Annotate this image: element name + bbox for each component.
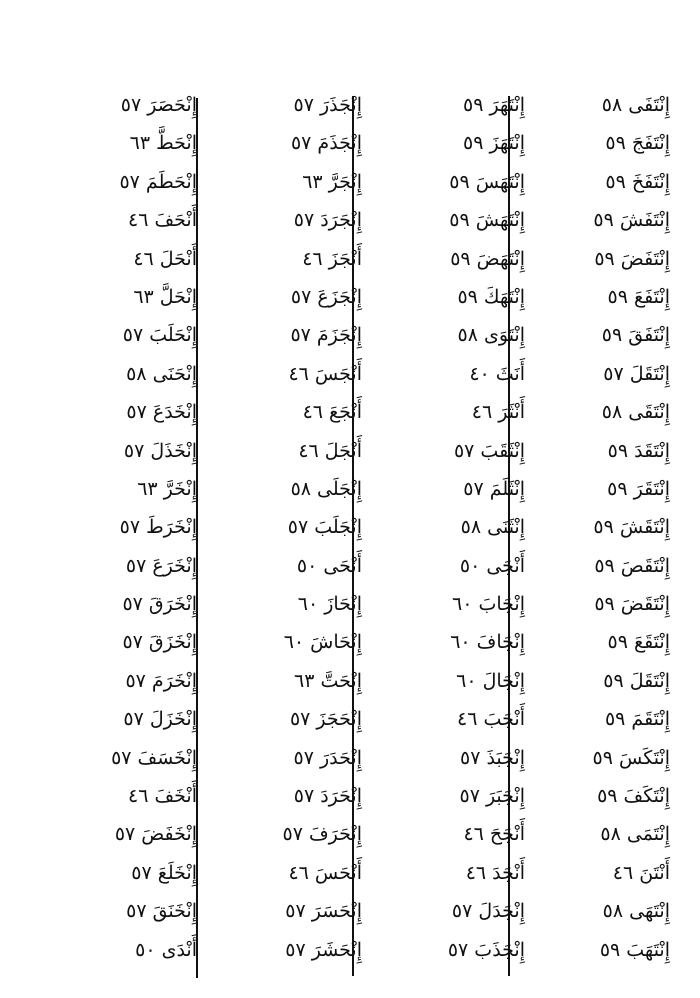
index-entry: إِنْتَهَضَ ٥٩: [450, 247, 525, 270]
index-entry: إِنْحَنَى ٥٨: [126, 362, 197, 385]
index-entry: أَنْجَلَ ٤٦: [298, 439, 362, 462]
index-entry: إِنْخَرَطَ ٥٧: [119, 516, 197, 539]
index-entry: إِنْتَفَخَ ٥٩: [605, 170, 670, 193]
index-entry: إِنْتَفَشَ ٥٩: [593, 209, 670, 232]
index-entry: إِنْجَزَمَ ٥٧: [290, 324, 362, 347]
index-entry: إِنْتَقَعَ ٥٩: [607, 631, 670, 654]
index-entry: إِنْحَدَرَ ٥٧: [293, 746, 362, 769]
index-entry: إِنْخَدَعَ ٥٧: [126, 401, 197, 424]
index-entry: إِنْجَلَى ٥٨: [290, 477, 362, 500]
index-entry: إِنْجَالَ ٦٠: [456, 669, 525, 692]
index-entry: إِنْتَقَضَ ٥٩: [594, 593, 670, 616]
index-column-3: [222, 86, 362, 969]
index-entry: إِنْخَلَعَ ٥٧: [131, 861, 197, 884]
index-entry: إِنْتَهَبَ ٥٩: [599, 938, 670, 961]
index-entry: إِنْحَلَبَ ٥٧: [122, 324, 197, 347]
index-entry: إِنْجَذَبَ ٥٧: [447, 938, 525, 961]
index-entry: إِنْتَقَلَ ٥٧: [603, 362, 670, 385]
index-entry: إِنْتَكَفَ ٥٩: [597, 785, 670, 808]
index-entry: إِنْتَقَمَ ٥٩: [604, 708, 670, 731]
index-entry: إِنْجَرَّ ٦٣: [302, 170, 362, 193]
index-entry: أَنْحَسَ ٤٦: [288, 861, 362, 884]
index-entry: إِنْتَقَصَ ٥٩: [594, 554, 670, 577]
index-entry: أَنْجَعَ ٤٦: [302, 401, 362, 424]
index-entry: إِنْتَكَسَ ٥٩: [592, 746, 670, 769]
index-entry: إِنْتَهَكَ ٥٩: [457, 285, 525, 308]
index-entry: أَنْجَزَ ٤٦: [302, 247, 362, 270]
index-entry: إِنْجَبَرَ ٥٧: [459, 785, 525, 808]
index-entry: إِنْخَزَلَ ٥٧: [123, 708, 197, 731]
index-entry: إِنْتَهَسَ ٥٩: [449, 170, 525, 193]
index-entry: إِنْتَقَرَ ٥٩: [607, 477, 670, 500]
index-entry: إِنْتَقَدَ ٥٩: [607, 439, 670, 462]
index-entry: إِنْثَنَى ٥٨: [460, 516, 525, 539]
index-entry: إِنْحَشَرَ ٥٧: [285, 938, 362, 961]
index-entry: إِنْتَمَى ٥٨: [600, 823, 670, 846]
index-entry: إِنْتَهَى ٥٨: [602, 900, 670, 923]
index-entry: إِنْخَسَفَ ٥٧: [111, 746, 197, 769]
index-entry: أَنْخَفَ ٤٦: [128, 785, 197, 808]
index-entry: إِنْتَقَشَ ٥٩: [593, 516, 670, 539]
index-entry: إِنْتَقَلَ ٥٩: [603, 669, 670, 692]
index-entry: إِنْتَهَشَ ٥٩: [449, 209, 525, 232]
index-entry: إِنْحَجَزَ ٥٧: [289, 708, 362, 731]
index-entry: إِنْجَافَ ٦٠: [450, 631, 525, 654]
index-entry: إِنْخَفَضَ ٥٧: [114, 823, 197, 846]
index-entry: إِنْحَطَمَ ٥٧: [119, 170, 197, 193]
index-entry: إِنْثَلَمَ ٥٧: [463, 477, 525, 500]
index-entry: أَنْجَحَ ٤٦: [463, 823, 525, 846]
index-entry: إِنْخَزَقَ ٥٧: [122, 631, 197, 654]
index-entry: إِنْتَفَجَ ٥٩: [605, 132, 670, 155]
index-entry: أَنْدَى ٥٠: [135, 938, 197, 961]
index-entry: إِنْثَقَبَ ٥٧: [453, 439, 525, 462]
index-entry: إِنْخَرَمَ ٥٧: [125, 669, 197, 692]
index-entry: أَنْجَى ٥٠: [459, 554, 525, 577]
index-entry: إِنْحَتَّ ٦٣: [294, 669, 362, 692]
index-entry: إِنْحَاشَ ٦٠: [283, 631, 362, 654]
index-entry: إِنْحَلَّ ٦٣: [133, 285, 197, 308]
index-entry: أَنْحَفَ ٤٦: [128, 209, 197, 232]
index-entry: إِنْتَفَضَ ٥٩: [594, 247, 670, 270]
index-entry: أَنْثَرَ ٤٦: [471, 401, 525, 424]
index-entry: إِنْجَرَدَ ٥٧: [293, 209, 362, 232]
index-column-1: [530, 86, 670, 969]
index-entry: إِنْجَذَمَ ٥٧: [290, 132, 362, 155]
index-entry: أَنْحَلَ ٤٦: [133, 247, 197, 270]
index-entry: إِنْجَبَذَ ٥٧: [460, 746, 525, 769]
index-entry: إِنْحَطَّ ٦٣: [129, 132, 197, 155]
index-entry: إِنْتَفَعَ ٥٩: [607, 285, 670, 308]
index-entry: إِنْجَدَلَ ٥٧: [451, 900, 525, 923]
index-entry: إِنْتَهَزَ ٥٩: [462, 132, 525, 155]
index-entry: إِنْحَصَرَ ٥٧: [120, 94, 197, 116]
index-entry: إِنْتَفَى ٥٨: [601, 94, 670, 116]
index-entry: إِنْجَابَ ٦٠: [452, 593, 525, 616]
index-entry: إِنْخَذَلَ ٥٧: [123, 439, 197, 462]
index-entry: إِنْتَهَرَ ٥٩: [462, 94, 525, 116]
index-entry: إِنْجَزَعَ ٥٧: [290, 285, 362, 308]
index-entry: إِنْجَلَبَ ٥٧: [287, 516, 362, 539]
index-entry: أَنْتَنَ ٤٦: [612, 861, 670, 884]
index-entry: أَنْجَسَ ٤٦: [288, 362, 362, 385]
index-column-4: [57, 86, 197, 969]
index-entry: إِنْجَذَرَ ٥٧: [293, 94, 362, 116]
index-entry: إِنْحَرَفَ ٥٧: [282, 823, 362, 846]
index-column-2: [385, 86, 525, 969]
index-entry: إِنْتَقَى ٥٨: [601, 401, 670, 424]
index-entry: أَنْجَدَ ٤٦: [465, 861, 525, 884]
index-entry: إِنْحَرَدَ ٥٧: [293, 785, 362, 808]
index-entry: أَنْحَى ٥٠: [296, 554, 362, 577]
index-entry: إِنْتَوَى ٥٨: [457, 324, 525, 347]
index-entry: أَنَثَ ٤٠: [469, 362, 525, 385]
index-entry: إِنْتَفَقَ ٥٩: [601, 324, 670, 347]
index-entry: إِنْخَرَقَ ٥٧: [122, 593, 197, 616]
index-entry: إِنْحَسَرَ ٥٧: [285, 900, 362, 923]
index-entry: أَنْجَبَ ٤٦: [457, 708, 525, 731]
index-entry: إِنْخَرَعَ ٥٧: [125, 554, 197, 577]
index-entry: إِنْحَازَ ٦٠: [297, 593, 362, 616]
index-entry: إِنْخَرَّ ٦٣: [137, 477, 197, 500]
index-entry: إِنْخَنَقَ ٥٧: [126, 900, 197, 923]
